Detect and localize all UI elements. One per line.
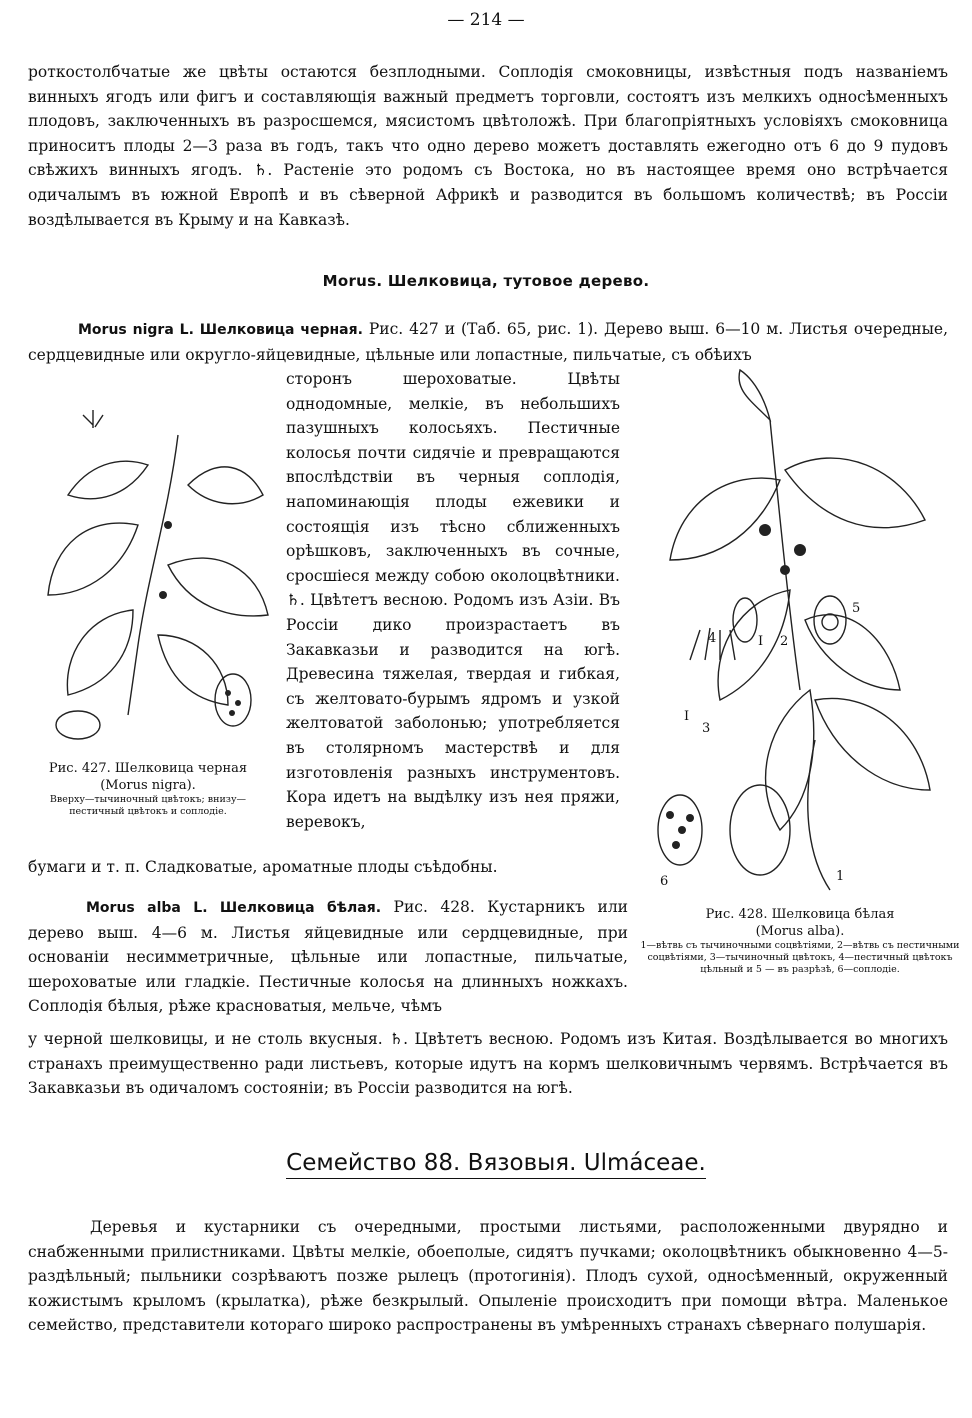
figure-428-caption bbox=[640, 906, 960, 976]
fig428-label-4: 4 bbox=[708, 631, 717, 646]
paragraph-alba-column bbox=[28, 895, 628, 1019]
section-heading-morus: Morus. Шелковица, тутовое дерево. bbox=[322, 272, 650, 290]
page-number: — 214 — bbox=[447, 10, 525, 30]
alba-text-column: Рис. 428. Кустарникъ или дерево выш. 4—6 м. Листья яйцевидные или сердцевидные, при основаніи несимметричные, цѣльные или лопастные, пильчатые, шероховатые или гладкіе. Пестичные колосья на длинныхъ ножкахъ. Соплодія бѣлыя, рѣже красноватыя, мельче, чѣмъ bbox=[28, 898, 629, 1016]
fig428-label-3: 3 bbox=[702, 721, 711, 736]
figure-427-note: Вверху—тычиночный цвѣтокъ; внизу—пестичный цвѣтокъ и соплодіе. bbox=[49, 794, 247, 817]
species-name-alba: Morus alba L. Шелковица бѣлая. bbox=[86, 900, 382, 916]
species-name-nigra: Morus nigra L. Шелковица черная. bbox=[78, 322, 363, 338]
fig428-label-I: I bbox=[758, 634, 764, 649]
figure-427-caption bbox=[28, 760, 268, 818]
paragraph-nigra-end: бумаги и т. п. Сладковатые, ароматные плоды съѣдобны. bbox=[28, 858, 498, 876]
figure-428-title: Рис. 428. Шелковица бѣлая bbox=[705, 907, 895, 922]
fig428-label-2: 2 bbox=[780, 634, 789, 649]
figure-427-illustration bbox=[28, 395, 278, 750]
nigra-text-top: Рис. 427 и (Таб. 65, рис. 1). Дерево выш. 6—10 м. Листья очередные, сердцевидные или округло-яйцевидные, цѣльные или лопастные, пильчатые, съ обѣихъ bbox=[28, 320, 949, 364]
fig428-label-I2: I bbox=[684, 709, 690, 724]
figure-428-illustration bbox=[640, 360, 960, 900]
figure-428-note: 1—вѣтвь съ тычиночными соцвѣтіями, 2—вѣтвь съ пестичными соцвѣтіями, 3—тычиночный цвѣтокъ, 4—пестичный цвѣтокъ цѣльный и 5 — въ разрѣзѣ, 6—соплодіе. bbox=[640, 940, 960, 975]
figure-428-latin: (Morus alba). bbox=[755, 924, 845, 939]
paragraph-alba-full: у черной шелковицы, и не столь вкусныя. ♄. Цвѣтетъ весною. Родомъ изъ Китая. Воздѣлывается во многихъ странахъ преимущественно ради листьевъ, которые идутъ на кормъ шелковичнымъ червямъ. Встрѣчается въ Закавказьи въ одичаломъ состояніи; въ Россіи разводится на югѣ. bbox=[28, 1030, 948, 1098]
paragraph-nigra-column: сторонъ шероховатые. Цвѣты однодомные, мелкіе, въ небольшихъ пазушныхъ колосьяхъ. Пестичные колосья почти сидячіе и превращаются впослѣдствіи въ черныя соплодія, напоминающія плоды ежевики и состоящія изъ тѣсно сближенныхъ орѣшковъ, заключенныхъ въ сочные, сросшіеся между собою околоцвѣтники. ♄. Цвѣтетъ весною. Родомъ изъ Азіи. Въ Россіи дико произрастаетъ въ Закавказьи и разводится на югѣ. Древесина тяжелая, твердая и гибкая, съ желтовато-бурымъ ядромъ и узкой желтоватой заболонью; употребляется въ столярномъ мастерствѣ и для изготовленія разныхъ инструментовъ. Кора идетъ на выдѣлку изъ нея пряжи, веревокъ, bbox=[286, 370, 620, 831]
family-heading: Семейство 88. Вязовыя. Ulmáceae. bbox=[286, 1150, 706, 1179]
figure-427-latin: (Morus nigra). bbox=[100, 778, 196, 793]
paragraph-ulmaceae: Деревья и кустарники съ очередными, простыми листьями, расположенными двурядно и снабженными прилистниками. Цвѣты мелкіе, обоеполые, сидятъ пучками; околоцвѣтникъ обыкновенно 4—5-раздѣльный; пыльники созрѣваютъ позже рылецъ (протогинія). Плодъ сухой, односѣменный, окруженный кожистымъ крыломъ (крылатка), рѣже безкрылый. Опыленіе происходитъ при помощи вѣтра. Маленькое семейство, представители котораго широко распространены въ умѣренныхъ странахъ сѣвернаго полушарія. bbox=[28, 1218, 948, 1335]
figure-427-title: Рис. 427. Шелковица черная bbox=[48, 761, 248, 776]
fig428-label-5: 5 bbox=[852, 601, 861, 616]
fig428-label-6: 6 bbox=[660, 874, 669, 889]
fig428-label-1: 1 bbox=[836, 869, 845, 884]
paragraph-ficus: роткостолбчатые же цвѣты остаются безплодными. Соплодія смоковницы, извѣстныя подъ названіемъ винныхъ ягодъ или фигъ и составляющія важный предметъ торговли, состоятъ изъ мелкихъ односѣменныхъ плодовъ, заключенныхъ въ разросшемся, мясистомъ цвѣтоложѣ. При благопріятныхъ условіяхъ смоковница приноситъ плоды 2—3 раза въ годъ, такъ что одно дерево можетъ доставлять ежегодно отъ 6 до 9 пудовъ свѣжихъ винныхъ ягодъ. ♄. Растеніе это родомъ съ Востока, но въ настоящее время оно встрѣчается одичалымъ въ южной Европѣ и въ сѣверной Африкѣ и разводится въ большомъ количествѣ; въ Россіи воздѣлывается въ Крыму и на Кавказѣ. bbox=[28, 63, 948, 229]
